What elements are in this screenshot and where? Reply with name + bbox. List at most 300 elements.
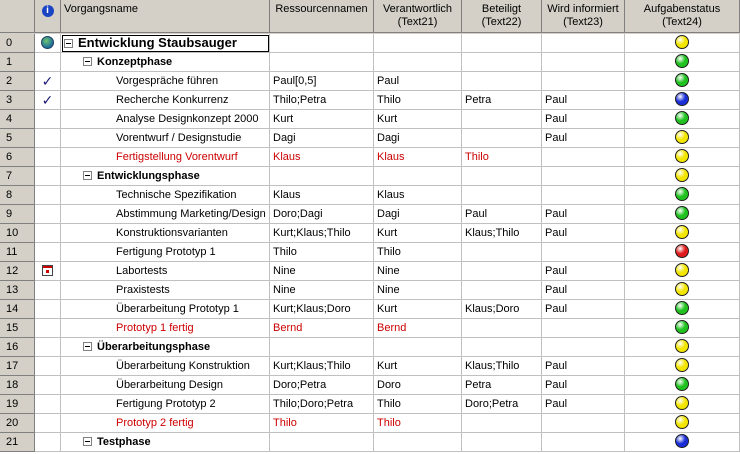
informed-value: Paul [545,265,568,277]
involved-cell[interactable] [462,243,542,262]
responsible-cell[interactable] [374,262,462,281]
responsible-value: Thilo [377,246,401,258]
task-name: Überarbeitung Design [116,379,224,391]
responsible-value: Kurt [377,113,398,125]
status-yellow-icon [675,415,689,429]
table-row[interactable] [0,262,740,281]
status-cell[interactable] [625,205,740,224]
task-name-cell[interactable] [61,129,270,148]
involved-value: Paul [465,208,488,220]
responsible-cell[interactable] [374,110,462,129]
status-green-icon [675,187,689,201]
responsible-value: Dagi [377,208,400,220]
involved-cell[interactable] [462,395,542,414]
informed-value: Paul [545,398,568,410]
informed-cell[interactable] [542,243,625,262]
row-number[interactable]: 2 [0,72,35,91]
responsible-value: Kurt [377,360,398,372]
involved-value: Thilo [465,151,489,163]
status-green-icon [675,377,689,391]
status-yellow-icon [675,396,689,410]
involved-value: Doro;Petra [465,398,519,410]
responsible-value: Nine [377,265,400,277]
involved-cell[interactable] [462,148,542,167]
status-yellow-icon [675,149,689,163]
row-number[interactable]: 6 [0,148,35,167]
resources-value: Kurt;Klaus;Thilo [273,227,351,239]
column-header-resources[interactable]: Ressourcennamen [270,0,374,33]
informed-value: Paul [545,227,568,239]
resources-value: Thilo [273,417,297,429]
responsible-cell[interactable] [374,34,462,53]
involved-cell[interactable] [462,281,542,300]
status-cell[interactable] [625,53,740,72]
status-yellow-icon [675,130,689,144]
resources-value: Paul[0,5] [273,75,317,87]
table-row[interactable] [0,167,740,186]
informed-value: Paul [545,208,568,220]
responsible-cell[interactable] [374,395,462,414]
resources-value: Klaus [273,189,301,201]
informed-cell[interactable] [542,91,625,110]
task-name-cell[interactable] [61,34,270,53]
task-name-cell[interactable] [61,433,270,452]
indicator-cell [35,243,61,262]
task-name-cell[interactable] [61,186,270,205]
status-cell[interactable] [625,414,740,433]
table-row[interactable] [0,319,740,338]
row-number[interactable]: 11 [0,243,35,262]
row-number[interactable]: 18 [0,376,35,395]
informed-cell[interactable] [542,186,625,205]
row-number[interactable]: 16 [0,338,35,357]
resources-cell[interactable] [270,34,374,53]
status-green-icon [675,73,689,87]
task-name: Überarbeitung Prototyp 1 [116,303,239,315]
table-row[interactable] [0,243,740,262]
collapse-toggle-icon[interactable] [83,57,92,66]
task-name-cell[interactable] [61,262,270,281]
task-name: Analyse Designkonzept 2000 [116,113,259,125]
row-number[interactable]: 19 [0,395,35,414]
row-number[interactable]: 4 [0,110,35,129]
task-name-cell[interactable] [61,281,270,300]
resources-cell[interactable] [270,414,374,433]
status-green-icon [675,54,689,68]
resources-value: Bernd [273,322,303,334]
resources-value: Dagi [273,132,296,144]
row-number[interactable]: 10 [0,224,35,243]
resources-cell[interactable] [270,224,374,243]
status-cell[interactable] [625,224,740,243]
informed-cell[interactable] [542,167,625,186]
responsible-cell[interactable] [374,319,462,338]
responsible-value: Paul [377,75,400,87]
task-name: Technische Spezifikation [116,189,237,201]
task-name: Praxistests [116,284,170,296]
row-number[interactable]: 13 [0,281,35,300]
involved-cell[interactable] [462,338,542,357]
informed-cell[interactable] [542,300,625,319]
responsible-value: Nine [377,284,400,296]
task-name-cell[interactable] [61,376,270,395]
row-number-header[interactable] [0,0,35,33]
task-name-cell[interactable] [61,110,270,129]
informed-cell[interactable] [542,281,625,300]
resources-value: Klaus [273,151,301,163]
task-name: Vorentwurf / Designstudie [116,132,242,144]
involved-cell[interactable] [462,167,542,186]
status-yellow-icon [675,35,689,49]
task-name: Prototyp 2 fertig [116,417,194,429]
status-green-icon [675,206,689,220]
responsible-value: Doro [377,379,401,391]
status-cell[interactable] [625,338,740,357]
status-blue-icon [675,434,689,448]
status-green-icon [675,320,689,334]
status-cell[interactable] [625,34,740,53]
task-name-cell[interactable] [61,72,270,91]
task-name-cell[interactable] [61,224,270,243]
responsible-cell[interactable] [374,129,462,148]
informed-cell[interactable] [542,357,625,376]
indicator-cell [35,376,61,395]
informed-cell[interactable] [542,395,625,414]
indicator-cell [35,395,61,414]
resources-cell[interactable] [270,53,374,72]
informed-cell[interactable] [542,72,625,91]
globe-icon [41,36,54,49]
check-icon: ✓ [41,73,54,89]
row-number[interactable]: 7 [0,167,35,186]
status-cell[interactable] [625,262,740,281]
involved-cell[interactable] [462,72,542,91]
responsible-value: Dagi [377,132,400,144]
informed-cell[interactable] [542,129,625,148]
indicator-cell [35,129,61,148]
status-cell[interactable] [625,243,740,262]
indicator-cell [35,319,61,338]
row-number[interactable]: 1 [0,53,35,72]
indicator-cell [35,205,61,224]
task-name-cell[interactable] [61,319,270,338]
status-yellow-icon [675,168,689,182]
responsible-cell[interactable] [374,148,462,167]
status-cell[interactable] [625,433,740,452]
responsible-cell[interactable] [374,72,462,91]
indicator-cell [35,72,61,91]
indicator-cell [35,186,61,205]
table-row[interactable] [0,414,740,433]
status-cell[interactable] [625,72,740,91]
informed-cell[interactable] [542,414,625,433]
involved-cell[interactable] [462,300,542,319]
task-name-cell[interactable] [61,205,270,224]
task-name-cell[interactable] [61,300,270,319]
table-row[interactable] [0,205,740,224]
responsible-value: Bernd [377,322,407,334]
informed-cell[interactable] [542,53,625,72]
responsible-cell[interactable] [374,91,462,110]
task-name-cell[interactable] [61,53,270,72]
table-row[interactable] [0,281,740,300]
informed-value: Paul [545,284,568,296]
responsible-value: Klaus [377,189,405,201]
table-row[interactable] [0,34,740,53]
table-row[interactable] [0,357,740,376]
row-number[interactable]: 5 [0,129,35,148]
status-cell[interactable] [625,91,740,110]
column-header-status[interactable]: Aufgabenstatus (Text24) [625,0,740,33]
status-yellow-icon [675,339,689,353]
column-header-informed[interactable]: Wird informiert (Text23) [542,0,625,33]
status-cell[interactable] [625,186,740,205]
check-icon: ✓ [41,92,54,108]
row-number[interactable]: 20 [0,414,35,433]
table-row[interactable] [0,338,740,357]
task-name: Überarbeitung Konstruktion [116,360,250,372]
involved-value: Petra [465,379,492,391]
responsible-cell[interactable] [374,357,462,376]
table-row[interactable] [0,224,740,243]
informed-value: Paul [545,379,568,391]
status-cell[interactable] [625,319,740,338]
calendar-icon [42,265,53,276]
status-blue-icon [675,92,689,106]
task-name: Konzeptphase [97,56,173,68]
indicator-header[interactable] [35,0,61,33]
informed-cell[interactable] [542,338,625,357]
resources-cell[interactable] [270,110,374,129]
informed-cell[interactable] [542,110,625,129]
info-icon: i [42,5,54,17]
indicator-cell [35,414,61,433]
resources-cell[interactable] [270,205,374,224]
informed-value: Paul [545,113,568,125]
task-name-cell[interactable] [61,167,270,186]
responsible-cell[interactable] [374,243,462,262]
indicator-cell [35,167,61,186]
task-name: Recherche Konkurrenz [116,94,229,106]
status-cell[interactable] [625,167,740,186]
collapse-toggle-icon[interactable] [83,171,92,180]
status-cell[interactable] [625,300,740,319]
responsible-value: Kurt [377,227,398,239]
resources-cell[interactable] [270,319,374,338]
involved-cell[interactable] [462,186,542,205]
involved-value: Klaus;Doro [465,303,520,315]
informed-cell[interactable] [542,376,625,395]
resources-cell[interactable] [270,148,374,167]
collapse-toggle-icon[interactable] [83,342,92,351]
resources-value: Kurt;Klaus;Thilo [273,360,351,372]
indicator-cell [35,53,61,72]
row-number[interactable]: 15 [0,319,35,338]
informed-cell[interactable] [542,262,625,281]
responsible-cell[interactable] [374,376,462,395]
responsible-cell[interactable] [374,167,462,186]
task-name: Überarbeitungsphase [97,341,211,353]
involved-cell[interactable] [462,414,542,433]
row-number[interactable]: 21 [0,433,35,452]
task-name-cell[interactable] [61,243,270,262]
responsible-value: Thilo [377,94,401,106]
resources-value: Thilo;Petra [273,94,327,106]
status-cell[interactable] [625,395,740,414]
informed-cell[interactable] [542,433,625,452]
resources-cell[interactable] [270,395,374,414]
involved-cell[interactable] [462,91,542,110]
status-cell[interactable] [625,110,740,129]
row-number[interactable]: 14 [0,300,35,319]
indicator-cell [35,433,61,452]
responsible-value: Thilo [377,398,401,410]
responsible-cell[interactable] [374,300,462,319]
status-yellow-icon [675,263,689,277]
indicator-cell [35,34,61,53]
table-row[interactable] [0,53,740,72]
involved-cell[interactable] [462,433,542,452]
resources-cell[interactable] [270,433,374,452]
table-row[interactable] [0,433,740,452]
indicator-cell [35,262,61,281]
indicator-cell [35,110,61,129]
status-red-icon [675,244,689,258]
involved-cell[interactable] [462,319,542,338]
status-yellow-icon [675,225,689,239]
responsible-cell[interactable] [374,433,462,452]
responsible-value: Thilo [377,417,401,429]
table-row[interactable] [0,148,740,167]
task-name-cell[interactable] [61,414,270,433]
task-name: Labortests [116,265,168,277]
status-yellow-icon [675,282,689,296]
indicator-cell [35,148,61,167]
task-name: Entwicklung Staubsauger [78,35,237,50]
table-row[interactable] [0,110,740,129]
responsible-cell[interactable] [374,224,462,243]
table-row[interactable] [0,376,740,395]
resources-cell[interactable] [270,262,374,281]
involved-cell[interactable] [462,34,542,53]
table-row[interactable] [0,300,740,319]
involved-value: Klaus;Thilo [465,227,520,239]
responsible-cell[interactable] [374,414,462,433]
involved-cell[interactable] [462,224,542,243]
resources-cell[interactable] [270,91,374,110]
indicator-cell [35,300,61,319]
status-cell[interactable] [625,281,740,300]
informed-cell[interactable] [542,34,625,53]
task-name: Vorgespräche führen [116,75,219,87]
task-name-cell[interactable] [61,357,270,376]
row-number[interactable]: 17 [0,357,35,376]
resources-cell[interactable] [270,243,374,262]
informed-value: Paul [545,360,568,372]
responsible-cell[interactable] [374,53,462,72]
column-header-involved[interactable]: Beteiligt (Text22) [462,0,542,33]
informed-cell[interactable] [542,205,625,224]
task-name-cell[interactable] [61,338,270,357]
indicator-cell [35,224,61,243]
resources-cell[interactable] [270,281,374,300]
status-cell[interactable] [625,357,740,376]
column-header-task-name[interactable]: Vorgangsname [61,0,270,33]
indicator-cell [35,91,61,110]
informed-cell[interactable] [542,148,625,167]
row-number[interactable]: 9 [0,205,35,224]
resources-cell[interactable] [270,72,374,91]
row-number[interactable]: 12 [0,262,35,281]
resources-cell[interactable] [270,357,374,376]
involved-cell[interactable] [462,376,542,395]
status-cell[interactable] [625,129,740,148]
responsible-value: Kurt [377,303,398,315]
responsible-cell[interactable] [374,186,462,205]
status-cell[interactable] [625,376,740,395]
responsible-cell[interactable] [374,281,462,300]
task-name: Fertigstellung Vorentwurf [116,151,238,163]
involved-cell[interactable] [462,205,542,224]
task-name: Konstruktionsvarianten [116,227,228,239]
indicator-cell [35,281,61,300]
resources-value: Nine [273,284,296,296]
resources-cell[interactable] [270,186,374,205]
resources-value: Thilo [273,246,297,258]
involved-cell[interactable] [462,110,542,129]
indicator-cell [35,338,61,357]
informed-cell[interactable] [542,319,625,338]
resources-cell[interactable] [270,376,374,395]
informed-value: Paul [545,94,568,106]
table-row[interactable] [0,91,740,110]
informed-cell[interactable] [542,224,625,243]
resources-cell[interactable] [270,300,374,319]
table-row[interactable] [0,186,740,205]
resources-value: Doro;Dagi [273,208,323,220]
row-number[interactable]: 3 [0,91,35,110]
involved-cell[interactable] [462,53,542,72]
collapse-toggle-icon[interactable] [83,437,92,446]
row-number[interactable]: 0 [0,34,35,53]
task-name-cell[interactable] [61,148,270,167]
table-row[interactable] [0,72,740,91]
status-cell[interactable] [625,148,740,167]
resources-value: Nine [273,265,296,277]
responsible-cell[interactable] [374,338,462,357]
task-name-cell[interactable] [61,91,270,110]
table-row[interactable] [0,395,740,414]
involved-cell[interactable] [462,129,542,148]
resources-value: Thilo;Doro;Petra [273,398,354,410]
involved-value: Petra [465,94,492,106]
collapse-toggle-icon[interactable] [64,39,73,48]
table-row[interactable] [0,129,740,148]
resources-cell[interactable] [270,167,374,186]
task-name: Fertigung Prototyp 2 [116,398,216,410]
resources-cell[interactable] [270,129,374,148]
responsible-value: Klaus [377,151,405,163]
involved-cell[interactable] [462,262,542,281]
resources-cell[interactable] [270,338,374,357]
column-header-responsible[interactable]: Verantwortlich (Text21) [374,0,462,33]
task-name-cell[interactable] [61,395,270,414]
row-number[interactable]: 8 [0,186,35,205]
involved-cell[interactable] [462,357,542,376]
task-name: Fertigung Prototyp 1 [116,246,216,258]
status-yellow-icon [675,358,689,372]
responsible-cell[interactable] [374,205,462,224]
